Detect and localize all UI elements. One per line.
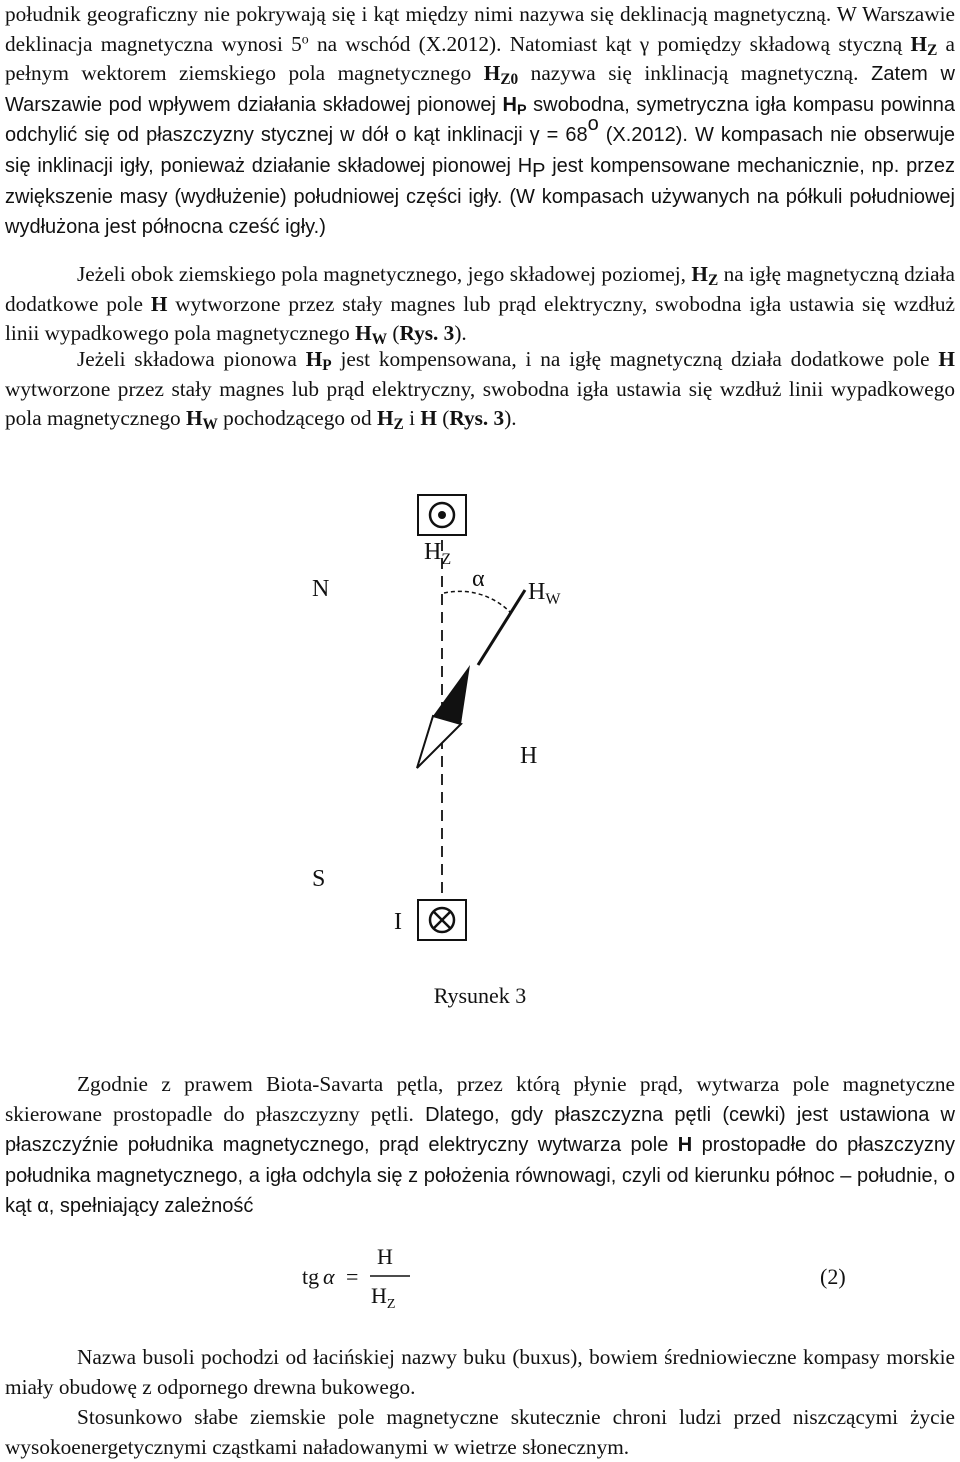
text-run: Jeżeli składowa pionowa	[77, 347, 306, 371]
paragraph-declination	[5, 0, 955, 243]
current-out-dot-icon	[438, 511, 446, 519]
label-north: N	[312, 576, 330, 602]
text-run: (	[436, 406, 450, 431]
symbol-subscript: Z	[393, 416, 404, 434]
paragraph-solar-wind: Stosunkowo słabe ziemskie pole magnetyczne skutecznie chroni ludzi przed niszczącymi życie wysokoenergetycznymi cząstkami naładowanymi w wietrze słonecznym.	[5, 1405, 955, 1459]
paragraph-biot-savart	[5, 1070, 955, 1222]
label-hw-main: H	[528, 579, 546, 605]
paragraph-busola-name: Nazwa busoli pochodzi od łacińskiej nazwy buku (buxus), bowiem średniowieczne kompasy morskie miały obudowę z odpornego drewna bukowego.	[5, 1345, 955, 1399]
paragraph-compensated	[5, 345, 955, 434]
symbol-hw: H	[355, 321, 372, 346]
text-run: Dlatego, gdy płaszczyzna pętli (cewki) jest ustawiona w płaszczyźnie południka magnetycznego, prąd elektryczny wytwarza pole	[5, 1103, 955, 1157]
text-run: Jeżeli obok ziemskiego pola magnetycznego, jego składowej poziomej,	[77, 262, 692, 286]
figure-compass-diagram	[0, 490, 960, 1050]
label-hw	[528, 579, 561, 608]
symbol-subscript: P	[322, 356, 332, 374]
symbol-hw: H	[185, 406, 203, 431]
symbol-h: H	[150, 291, 168, 316]
label-south: S	[312, 866, 326, 892]
formula-den-sub: Z	[386, 1297, 396, 1312]
text-run: prostopadłe do płaszczyzny południka magnetycznego, a igła odchyla się z położenia równowagi, czyli od kierunku północ – południe, o kąt α, spełniający zależność	[5, 1134, 955, 1218]
text-run: a pełnym wektorem ziemskiego pola magnetycznego	[5, 31, 956, 86]
symbol-hp: H	[305, 347, 323, 371]
compass-needle-north	[433, 665, 470, 724]
symbol-hp: H	[502, 93, 517, 116]
equation-number: (2)	[820, 1264, 846, 1289]
formula-tg: tg	[302, 1264, 320, 1289]
degree-mark: o	[587, 113, 599, 136]
angle-alpha-arc	[444, 591, 510, 612]
formula-equals: =	[346, 1264, 359, 1289]
compass-needle-south	[417, 716, 461, 768]
text-run: Zgodnie z prawem Biota-Savarta pętla, przez którą płynie prąd, wytwarza pole magnetyczne skierowane prostopadle do płaszczyzny pętli.	[5, 1072, 955, 1126]
equation-2	[0, 1240, 960, 1320]
text-run: na igłę magnetyczną działa dodatkowe pole	[5, 262, 955, 316]
label-hw-sub: W	[545, 591, 561, 608]
text-run: na wschód (X.2012). Natomiast kąt γ pomiędzy składową styczną	[308, 31, 911, 56]
text-run: wytworzone przez stały magnes lub prąd elektryczny, swobodna igła ustawia się wzdłuż linii wypadkowego pola magnetycznego	[5, 291, 956, 346]
symbol-hz: H	[910, 31, 928, 56]
text-run: nazywa się inklinacją magnetyczną.	[518, 61, 859, 86]
symbol-h: H	[938, 347, 955, 371]
text-run: i	[403, 406, 421, 431]
text-run: W kompasach nie obserwuje się inklinacji igły, ponieważ działanie składowej pionowej H	[5, 124, 956, 177]
label-hz-sub: Z	[441, 551, 452, 568]
figure-reference: Rys. 3	[449, 406, 505, 431]
resultant-field-line	[478, 590, 525, 665]
paragraph-additional-field	[5, 260, 955, 349]
symbol-hz0: H	[483, 61, 501, 86]
symbol-subscript: Z	[927, 41, 938, 59]
degree-mark: o	[301, 30, 309, 46]
symbol-subscript: P	[516, 102, 527, 119]
formula-denominator	[371, 1283, 395, 1312]
text-run: wytworzone przez stały magnes lub prąd elektryczny, swobodna igła ustawia się wzdłuż linii wypadkowego pola magnetycznego	[5, 376, 955, 431]
symbol-subscript: W	[202, 416, 218, 434]
symbol-subscript: Z0	[500, 71, 519, 89]
text-run: południk geograficzny nie pokrywają się i kąt między nimi nazywa się deklinacją magnetyczną. W Warszawie deklinacja magnetyczna wynosi 5	[5, 2, 955, 56]
text-run: jest kompensowana, i na igłę magnetyczną działa dodatkowe pole	[331, 347, 939, 371]
label-h: H	[520, 743, 538, 769]
symbol-h: H	[420, 406, 437, 431]
symbol-hz: H	[691, 262, 708, 286]
text-run: Zatem w Warszawie pod wpływem działania składowej pionowej	[5, 63, 955, 116]
text-run: (	[387, 321, 400, 346]
formula-alpha: α	[323, 1264, 335, 1289]
symbol-h: H	[677, 1134, 693, 1157]
text-run: pochodzącego od	[217, 406, 377, 431]
label-hz-main: H	[424, 539, 442, 565]
label-hz	[424, 539, 451, 568]
text-run: (X.2012).	[598, 124, 688, 147]
symbol-hz: H	[376, 406, 394, 431]
symbol-subscript: P	[532, 159, 546, 182]
text-run: ).	[504, 406, 517, 431]
text-run: jest kompensowane mechanicznie, np. przez zwiększenie masy (wydłużenie) południowej części igły. (W kompasach używanych na półkuli południowej wydłużona jest północna cześć igły.)	[5, 154, 955, 239]
symbol-subscript: Z	[707, 271, 719, 289]
figure-reference: Rys. 3	[399, 321, 455, 346]
text-run: swobodna, symetryczna igła kompasu powinna odchylić się od płaszczyzny stycznej w dół o kąt inklinacji γ = 68	[5, 93, 955, 147]
formula-den-main: H	[371, 1283, 387, 1308]
label-alpha: α	[472, 566, 485, 592]
text-run: ).	[454, 321, 467, 346]
symbol-subscript: W	[371, 331, 388, 349]
formula-numerator: H	[377, 1244, 393, 1269]
label-current: I	[394, 909, 402, 935]
figure-caption: Rysunek 3	[433, 983, 527, 1008]
